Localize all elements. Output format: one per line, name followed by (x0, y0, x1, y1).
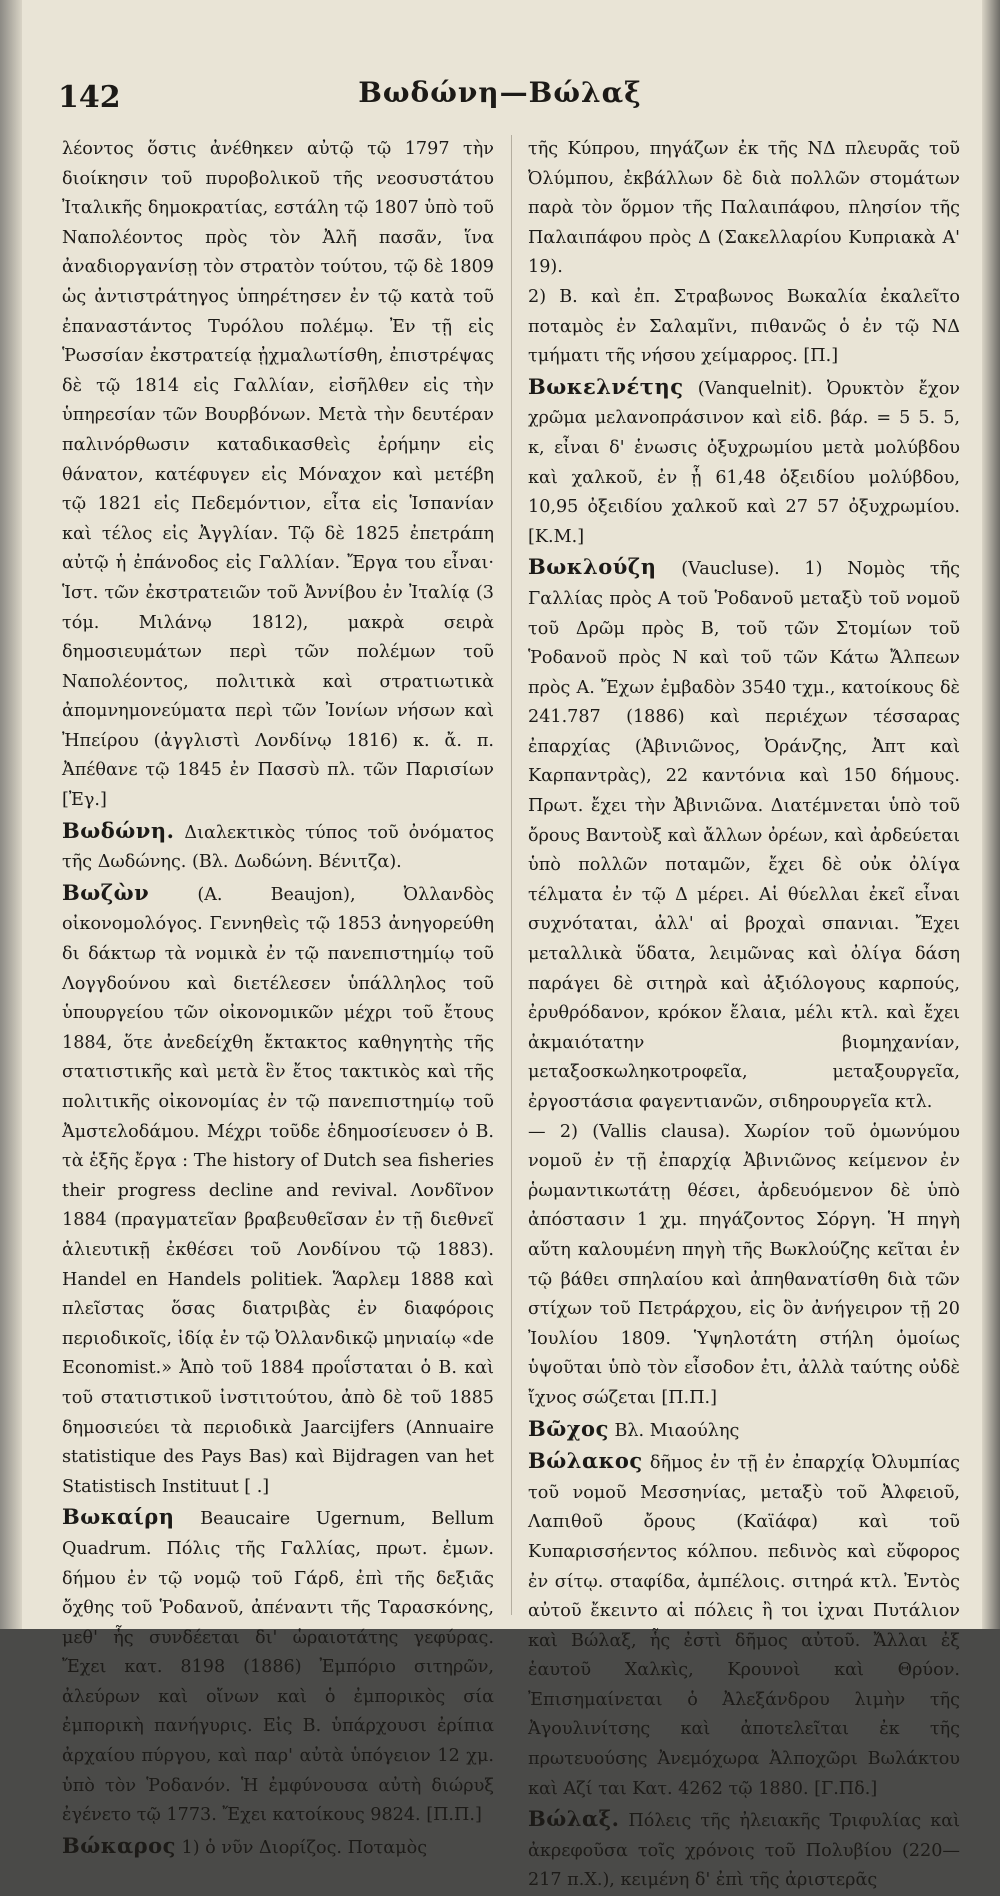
entry-text: λέοντος ὅστις ἀνέθηκεν αὐτῷ τῷ 1797 τὴν διοίκησιν τοῦ πυροβολικοῦ τῆς νεοσυστάτου Ἰταλικῆς δημοκρατίας, εστάλη τῷ 1807 ὑπὸ τοῦ Ναπολέοντος πρὸς τὸν Ἀλῆ πασᾶν, ἵνα ἀναδιοργανίσῃ τὸν στρατὸν τούτου, τῷ δὲ 1809 ὡς ἀντιστράτηγος ὑπηρέτησεν ἐν τῷ κατὰ τοῦ ἐπαναστάντος Τυρόλου πολέμῳ. Ἐν τῇ εἰς Ῥωσσίαν ἐκστρατείᾳ ᾐχμαλωτίσθη, ἐπιστρέψας δὲ τῷ 1814 εἰς Γαλλίαν, εἰσῆλθεν εἰς τὴν ὑπηρεσίαν τῶν Βουρβόνων. Μετὰ τὴν δευτέραν παλινόρθωσιν καταδικασθεὶς ἐρήμην εἰς θάνατον, κατέφυγεν εἰς Μόναχον καὶ μετέβη τῷ 1821 εἰς Πεδεμόντιον, εἶτα εἰς Ἱσπανίαν καὶ τέλος εἰς Ἀγγλίαν. Τῷ δὲ 1825 ἐπετράπη αὐτῷ ἡ ἐπάνοδος εἰς Γαλλίαν. Ἔργα του εἶναι· Ἱστ. τῶν ἐκστρατειῶν τοῦ Ἀννίβου ἐν Ἰταλίᾳ (3 τόμ. Μιλάνῳ 1812), μακρὰ σειρὰ δημοσιευμάτων περὶ τῶν πολέμων τοῦ Ναπολέοντος, πολιτικὰ καὶ στρατιωτικὰ ἀπομνημονεύματα περὶ τῶν Ἰονίων νήσων καὶ Ἠπείρου (ἀγγλιστὶ Λονδίνῳ 1816) κ. ἄ. π. Ἀπέθανε τῷ 1845 ἐν Πασσὺ πλ. τῶν Παρισίων [Ἐγ.] (62, 139, 494, 811)
entry-text: 1) ὁ νῦν Διορίζος. Ποταμὸς (181, 1837, 428, 1858)
entry-bokairi (62, 1502, 494, 1831)
entry-bodoni (62, 816, 494, 878)
entry-bokelnetis (528, 372, 960, 553)
entry-headword: Βώλακος (528, 1448, 643, 1474)
entry-text: δῆμος ἐν τῇ ἐν ἐπαρχίᾳ Ὀλυμπίας τοῦ νομοῦ Μεσσηνίας, μεταξὺ τοῦ Ἀλφειοῦ, Λαπιθοῦ ὄρους (Καϊάφα) καὶ τοῦ Κυπαρισσήεντος κόλπου. πεδινὸς καὶ εὔφορος ἐν σίτῳ. σταφίδα, ἀμπέλοις. σιτηρά κτλ. Ἐντὸς αὐτοῦ ἔκειντο αἱ πόλεις ἢ τοι ἰχναι Πυτάλιον καὶ Βώλαξ, ἧς ἐστὶ δῆμος αὐτοῦ. Ἄλλαι ἐξ ἑαυτοῦ Χαλκὶς, Κρουνοὶ καὶ Θρύον. Ἐπισημαίνεται ὁ Ἀλεξάνδρου λιμὴν τῆς Ἀγουλινίτσης καὶ ἀποτελεῖται ἐκ τῆς πρωτευούσης Ἀνεμόχωρα Ἀλποχῶρι Βωλάκτου καὶ Αζί ται Κατ. 4262 τῷ 1880. [Γ.Πδ.] (528, 1453, 961, 1799)
entry-headword: Βῶχος (528, 1415, 609, 1441)
entry-text: Beaucaire Ugernum, Bellum Quadrum. Πόλις τῆς Γαλλίας, πρωτ. ἐμων. δήμου ἐν τῷ νομῷ τοῦ Γάρδ, ἐπὶ τῆς δεξιᾶς ὄχθης τοῦ Ῥοδανοῦ, ἀπέναντι τῆς Ταρασκόνης, μεθ' ἧς συνδέεται δι' ὡραιοτάτης γεφύρας. Ἔχει κατ. 8198 (1886) Ἐμπόριο σιτηρῶν, ἀλεύρων καὶ οἴνων καὶ ὁ ἐμπορικὸς σία ἐμπορικὴ πανήγυρις. Εἰς Β. ὑπάρχουσι ἐρίπια ἀρχαίου πύργου, καὶ παρ' αὐτὰ ὑπόγειον 12 χμ. ὑπὸ τὸν Ῥοδανόν. Ἡ ἐμφύνουσα αὐτὴ διώρυξ ἐγένετο τῷ 1773. Ἔχει κατοίκους 9824. [Π.Π.] (62, 1509, 494, 1826)
running-head: Βωδώνη—Βώλαξ (358, 76, 642, 109)
page-right-shadow (982, 0, 1000, 1629)
entry-text: Βλ. Μιαούλης (614, 1420, 740, 1441)
entry-boklouzi (528, 552, 960, 1117)
entry-text: (Α. Beaujon), Ὀλλανδὸς οἰκονομολόγος. Γεννηθεὶς τῷ 1853 ἀνηγορεύθη δι δάκτωρ τὰ νομικὰ ἐν τῷ πανεπιστημίῳ τοῦ Λογγδούνου καὶ διετέλεσεν ὑπάλληλος τοῦ ὑπουργείου τῶν οἰκονομικῶν μέχρι τοῦ ἔτους 1884, ὅτε ἀνεδείχθη ἔκτακτος καθηγητὴς τῆς στατιστικῆς καὶ μετὰ ἓν ἔτος τακτικὸς καὶ τῆς πολιτικῆς οἰκονομίας ἐν τῷ πανεπιστημίῳ τοῦ Ἀμστελοδάμου. Μέχρι τοῦδε ἐδημοσίευσεν ὁ Β. τὰ ἑξῆς ἔργα : The history of Dutch sea fisheries their progress decline and revival. Λονδῖνον 1884 (πραγματεῖαν βραβευθεῖσαν ἐν τῇ διεθνεῖ ἁλιευτικῇ ἐκθέσει τοῦ Λονδίνου τῷ 1883). Handel en Handels politiek. Ἅαρλεμ 1888 καὶ πλεῖστας ὅσας διατριβὰς ἐν διαφόροις περιοδικοῖς, ἰδίᾳ ἐν τῷ Ὀλλανδικῷ μηνιαίῳ «de Economist.» Ἀπὸ τοῦ 1884 προΐσταται ὁ Β. καὶ τοῦ στατιστικοῦ ἰνστιτούτου, ἀπὸ δὲ τοῦ 1885 δημοσιεύει τὰ περιοδικὰ Jaarcijfers (Annuaire statistique des Pays Bas) καὶ Bijdragen van het Statistisch Instituut [ .] (62, 884, 495, 1497)
entry-bolakos (528, 1446, 960, 1804)
entry-text: Διαλεκτικὸς τύπος τοῦ ὀνόματος τῆς Δωδώνης. (Βλ. Δωδώνη. Βένιτζα). (62, 822, 494, 873)
entry-continuation (528, 135, 960, 283)
entry-headword: Βώκαρος (62, 1832, 176, 1858)
page-number: 142 (58, 80, 121, 115)
entry-bozon (62, 878, 494, 1502)
entry-boklouzi-2 (528, 1118, 960, 1414)
entry-text: Πόλεις τῆς ἠλειακῆς Τριφυλίας καὶ ἀκρεφοῦσα τοῖς χρόνοις τοῦ Πολυβίου (220—217 π.Χ.), κειμένη δ' ἐπὶ τῆς ἀριστερᾶς (528, 1811, 960, 1891)
entry-text: 2) Β. καὶ ἐπ. Στραβωνος Βωκαλία ἐκαλεῖτο ποταμὸς ἐν Σαλαμῖνι, πιθανῶς ὁ ἐν τῷ ΝΔ τμήματι τῆς νήσου χείμαρρος. [Π.] (528, 286, 960, 367)
column-divider (511, 135, 512, 1615)
entry-headword: Βωκλούζη (528, 554, 657, 580)
entry-text: (Vaucluse). 1) Νομὸς τῆς Γαλλίας πρὸς Α τοῦ Ῥοδανοῦ μεταξὺ τοῦ νομοῦ τοῦ Δρῶμ πρὸς Β, τοῦ τῶν Στομίων τοῦ Ῥοδανοῦ πρὸς Ν καὶ τοῦ τῶν Κάτω Ἄλπεων πρὸς Α. Ἔχων ἐμβαδὸν 3540 τχμ., κατοίκους δὲ 241.787 (1886) καὶ περιέχων τέσσαρας ἐπαρχίας (Ἀβινιῶνος, Ὀράνζης, Ἀπτ καὶ Καρπαντρὰς), 22 καντόνια καὶ 150 δήμους. Πρωτ. ἔχει τὴν Ἀβινιῶνα. Διατέμνεται ὑπὸ τοῦ ὄρους Βαντοὺξ καὶ ἄλλων ὀρέων, καὶ ἀρδεύεται ὑπὸ πολλῶν ποταμῶν, ἔχει δὲ οὐκ ὀλίγα τέλματα ἐν τῷ Δ μέρει. Αἱ θύελλαι ἐκεῖ εἶναι συχνόταται, ἀλλ' αἱ βροχαὶ σπανιαι. Ἔχει μεταλλικὰ ὕδατα, λειμῶνας καὶ ὀλίγα δάση παράγει δὲ σιτηρὰ καὶ ἀξιόλογους καρπούς, ἐρυθρόδανον, κρόκον ἔλαια, μέλι κτλ. καὶ ἔχει ἀκμαιότατην βιομηχανίαν, μεταξοσκωληκοτροφεῖα, μεταξουργεῖα, ἐργοστάσια φαγεντιανῶν, σιδηρουργεῖα κτλ. (528, 559, 960, 1112)
entry-bokaros-2 (528, 283, 960, 372)
right-column (528, 135, 961, 1891)
entry-headword: Βωζὼν (62, 879, 150, 905)
entry-text: (Vanquelnit). Ὀρυκτὸν ἔχον χρῶμα μελανοπράσινον καὶ εἰδ. βάρ. = 5 5. 5, κ, εἶναι δ' ἑνωσις ὀξυχρωμίου μετὰ μολύβδου καὶ χαλκοῦ, ἐν ᾗ 61,48 ὀξειδίου μολύβδου, 10,95 ὀξειδίου χαλκοῦ καὶ 27 57 ὀξυχρωμίου. [Κ.Μ.] (528, 378, 960, 547)
entry-bochos (528, 1414, 960, 1447)
entry-headword: Βώλαξ. (528, 1806, 620, 1832)
entry-continuation (62, 135, 494, 816)
entry-text: — 2) (Vallis clausa). Χωρίον τοῦ ὁμωνύμου νομοῦ ἐν τῇ ἐπαρχίᾳ Ἀβινιῶνος κείμενον ἐν ῥωμαντικωτάτῃ θέσει, ἀρδευόμενον δὲ ὑπὸ ἀπόστασιν 1 χμ. πηγάζοντος Σόργη. Ἡ πηγὴ αὕτη καλουμένη πηγὴ τῆς Βωκλούζης κεῖται ἐν τῷ βάθει σπηλαίου καὶ ἀπηθανατίσθη διὰ τῶν στίχων τοῦ Πετράρχου, εἰς ὃν ἀνήγειρον τῇ 20 Ἰουλίου 1809. Ὑψηλοτάτη στήλη ὁμοίως ὑψοῦται ὑπὸ τὸν εἶσοδον ἐτι, ἀλλὰ ταύτης οὐδὲ ἴχνος σώζεται [Π.Π.] (528, 1121, 960, 1408)
entry-bolax (528, 1804, 960, 1896)
entry-headword: Βωκαίρη (62, 1504, 175, 1530)
entry-headword: Βωδώνη. (62, 817, 175, 843)
page-left-shadow (0, 0, 22, 1629)
left-column (62, 135, 495, 1858)
entry-text: τῆς Κύπρου, πηγάζων ἐκ τῆς ΝΔ πλευρᾶς τοῦ Ὀλύμπου, ἐκβάλλων δὲ διὰ πολλῶν στομάτων παρὰ τὸν ὅρμον τῆς Παλαιπάφου, πλησίον τῆς Παλαιπάφου πρὸς Δ (Σακελλαρίου Κυπριακὰ Α' 19). (528, 139, 960, 278)
entry-bokaros (62, 1831, 494, 1864)
entry-headword: Βωκελνέτης (528, 373, 684, 399)
